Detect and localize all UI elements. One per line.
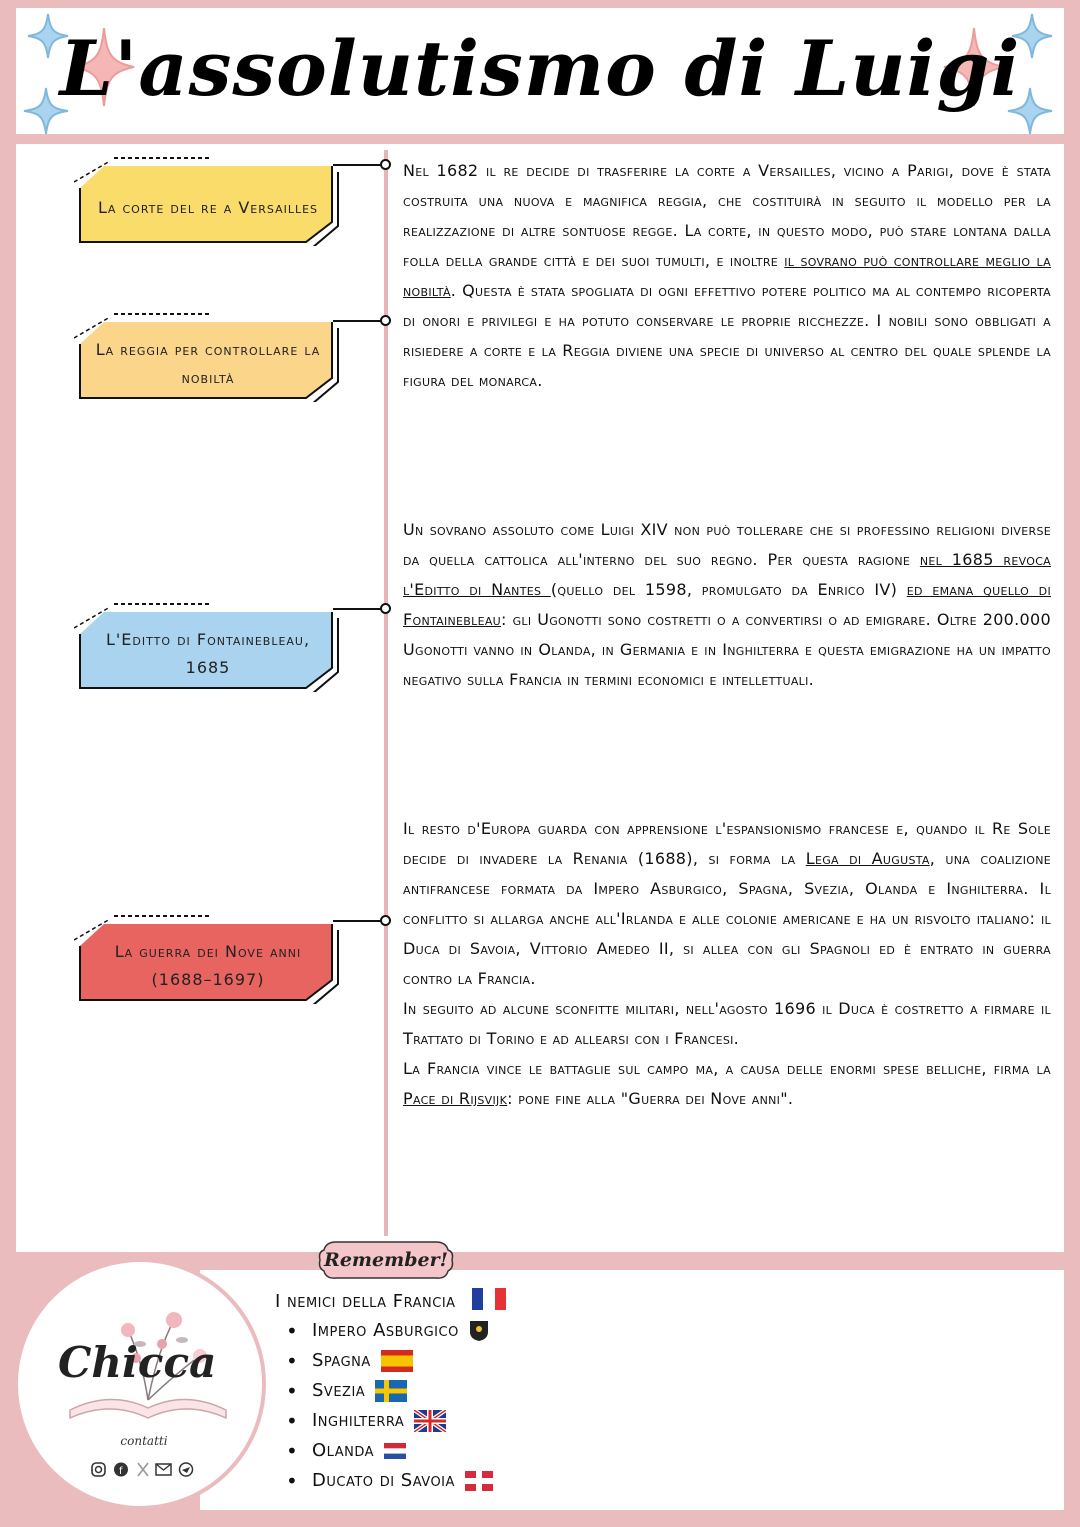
timeline-label-text: La guerra dei Nove anni (1688–1697) xyxy=(114,942,302,989)
mail-icon[interactable] xyxy=(156,1464,171,1475)
paragraph-guerra: Il resto d'Europa guarda con apprensione l'espansionismo francese e, quando il Re Sole decide di invadere la Renania (1688), si forma la Lega di Augusta, una coalizione antifrancese formata da Impero Asburgico, Spagna, Svezia, Olanda e Inghilterra. Il conflitto si allarga anche all'Irlanda e alle colonie americane e ha un risvolto italiano: il Duca di Savoia, Vittorio Amedeo II, si allea con gli Spagnoli ed è entrato in guerra contro la Francia. In seguito ad alcune sconfitte militari, nell'agosto 1696 il Duca è costretto a firmare il Trattato di Torino e ad allearsi con i Francesi. La Francia vince le battaglie sul campo ma, a causa delle enormi spese belliche, firma la Pace di Rijsvijk: pone fine alla "Guerra dei Nove anni". xyxy=(403,819,1052,1108)
paragraph-versailles: Nel 1682 il re decide di trasferire la corte a Versailles, vicino a Parigi, dove è stata costruita una nuova e magnifica reggia, che costituirà in seguito il modello per la realizzazione di altre sontuose regge. La corte, in questo modo, può stare lontana dalla folla della grande città e dei suoi tumulti, e inoltre il sovrano può controllare meglio la nobiltà. Questa è stata spogliata di ogni effettivo potere politico ma al contempo ricoperta di onori e privilegi e ha potuto conservare le proprie ricchezze. I nobili sono obbligati a risiedere a corte e la Reggia diviene una specie di universo al centro del quale splende la figura del monarca. xyxy=(403,161,1051,390)
svg-text:f: f xyxy=(119,1466,123,1477)
facebook-icon[interactable] xyxy=(114,1463,128,1478)
timeline-connector xyxy=(333,320,385,322)
timeline-label-text: L'Editto di Fontainebleau, 1685 xyxy=(105,630,311,677)
list-item: • Olanda xyxy=(286,1436,493,1466)
enemies-title: I nemici della Francia xyxy=(275,1288,506,1312)
page-title: L'assolutismo di Luigi xyxy=(59,24,1021,113)
timeline-label-text: La corte del re a Versailles xyxy=(97,198,319,217)
timeline-label-versailles xyxy=(74,156,344,246)
remember-badge xyxy=(316,1238,456,1282)
list-item: • Ducato di Savoia xyxy=(286,1466,493,1496)
telegram-icon[interactable] xyxy=(180,1463,193,1476)
instagram-icon[interactable] xyxy=(92,1463,105,1476)
x-icon[interactable] xyxy=(138,1463,148,1476)
flag-sweden-icon xyxy=(375,1380,407,1402)
timeline-label-fontainebleau xyxy=(74,602,344,692)
list-item: • Svezia xyxy=(286,1376,493,1406)
timeline-connector xyxy=(333,920,385,922)
flag-habsburg-icon xyxy=(469,1320,489,1342)
timeline-dot xyxy=(380,315,391,326)
social-icons xyxy=(90,1460,202,1480)
list-item: • Impero Asburgico xyxy=(286,1316,493,1346)
brand-logo: Chicca xyxy=(58,1338,217,1387)
list-item: • Spagna xyxy=(286,1346,493,1376)
flag-netherlands-icon xyxy=(384,1443,406,1459)
header xyxy=(16,8,1064,134)
contact-label: contatti xyxy=(120,1434,168,1448)
timeline-dot xyxy=(380,603,391,614)
timeline-line xyxy=(384,150,388,1236)
timeline-label-guerra xyxy=(74,914,344,1004)
flag-france-icon xyxy=(472,1288,506,1310)
flag-spain-icon xyxy=(381,1350,413,1372)
timeline-connector xyxy=(333,164,385,166)
flag-uk-icon xyxy=(414,1410,446,1432)
remember-badge-text: Remember! xyxy=(324,1249,448,1271)
flag-savoy-icon xyxy=(465,1471,493,1491)
enemies-list xyxy=(286,1316,493,1496)
timeline-connector xyxy=(333,608,385,610)
timeline-dot xyxy=(380,159,391,170)
timeline-dot xyxy=(380,915,391,926)
list-item: • Inghilterra xyxy=(286,1406,493,1436)
timeline-label-text: La reggia per controllare la nobiltà xyxy=(95,340,321,387)
paragraph-fontainebleau: Un sovrano assoluto come Luigi XIV non può tollerare che si professino religioni diverse da quella cattolica all'interno del suo regno. Per questa ragione nel 1685 revoca l'Editto di Nantes (quello del 1598, promulgato da Enrico IV) ed emana quello di Fontainebleau: gli Ugonotti sono costretti o a convertirsi o ad emigrare. Oltre 200.000 Ugonotti vanno in Olanda, in Germania e in Inghilterra e questa emigrazione ha un impatto negativo sulla Francia in termini economici e intellettuali. xyxy=(403,520,1051,689)
timeline-label-reggia xyxy=(74,312,344,402)
